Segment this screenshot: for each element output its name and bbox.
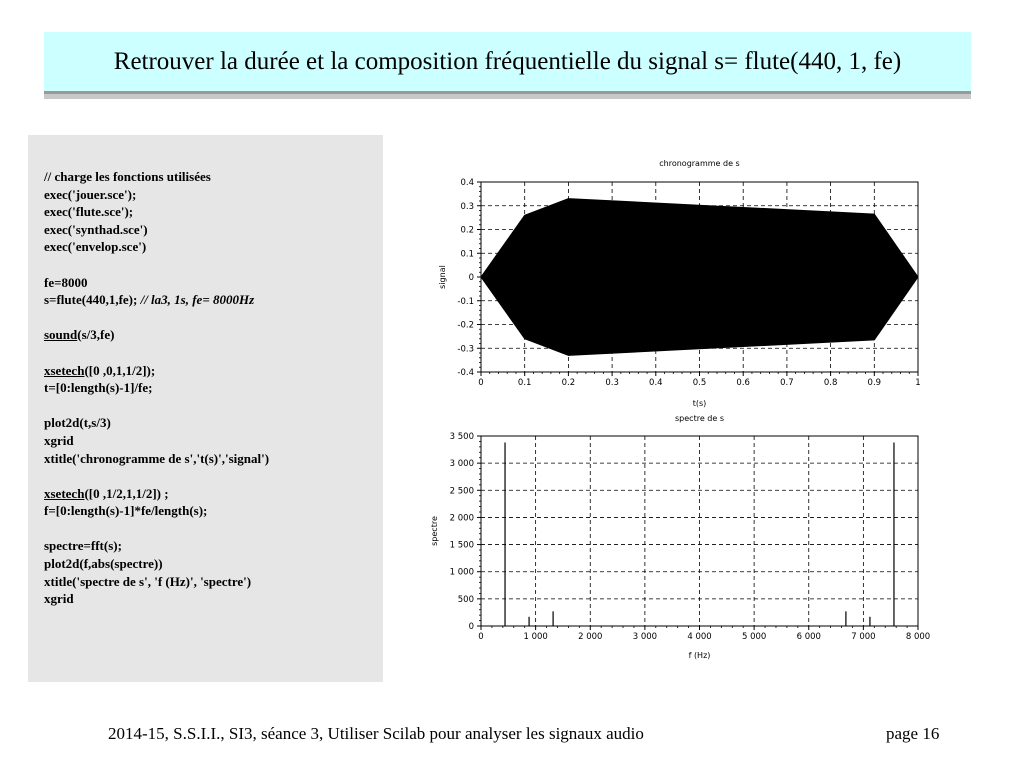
x-tick-label: 0.4: [649, 378, 663, 388]
code-token: plot2d(f,abs(spectre)): [44, 556, 163, 572]
code-token: xgrid: [44, 432, 74, 448]
code-line: [44, 221, 374, 239]
code-line: [44, 238, 374, 256]
footer-course-info: 2014-15, S.S.I.I., SI3, séance 3, Utiliser Scilab pour analyser les signaux audio: [108, 724, 644, 743]
code-token: exec('jouer.sce');: [44, 186, 137, 202]
chart-title: chronogramme de s: [659, 159, 740, 168]
y-tick-label: 1 000: [449, 567, 474, 578]
code-token: plot2d(t,s/3): [44, 415, 111, 431]
code-line: [44, 362, 374, 380]
code-token: exec('envelop.sce'): [44, 239, 147, 255]
code-line: [44, 274, 374, 292]
x-tick-label: 0.6: [736, 378, 750, 388]
x-tick-label: 0.1: [517, 378, 532, 388]
code-line: [44, 432, 374, 450]
code-line: [44, 326, 374, 344]
code-token: // la3, 1s, fe= 8000Hz: [140, 292, 255, 308]
y-tick-label: -0.3: [457, 344, 474, 355]
slide-title: Retrouver la durée et la composition fréquentielle du signal s= flute(440, 1, fe): [113, 48, 902, 75]
code-token: xgrid: [44, 591, 74, 607]
footer: [0, 724, 1024, 748]
x-tick-label: 8 000: [905, 632, 931, 642]
x-tick-label: 2 000: [578, 632, 603, 642]
code-token: xsetech: [44, 362, 85, 378]
chart-title: spectre de s: [675, 414, 724, 423]
code-line: [44, 186, 374, 204]
signal-waveform: [481, 199, 918, 356]
code-line: [44, 344, 374, 362]
y-tick-label: 500: [457, 594, 474, 605]
x-axis-label: t(s): [692, 399, 707, 408]
code-token: exec('flute.sce');: [44, 204, 134, 220]
x-tick-label: 5 000: [741, 632, 767, 642]
x-tick-label: 0.2: [561, 378, 576, 388]
code-token: exec('synthad.sce'): [44, 221, 148, 237]
x-tick-label: 0.3: [605, 378, 619, 388]
x-tick-label: 0: [478, 632, 484, 642]
x-tick-label: 6 000: [796, 632, 821, 642]
code-listing: [44, 168, 374, 608]
y-tick-label: 3 000: [449, 459, 474, 470]
code-token: // charge les fonctions utilisées: [44, 169, 211, 184]
y-tick-label: 3 500: [449, 432, 474, 442]
code-line: [44, 537, 374, 555]
code-token: t=[0:length(s)-1]/fe;: [44, 380, 153, 396]
x-tick-label: 0.9: [867, 378, 882, 388]
code-token: xsetech: [44, 485, 85, 501]
y-axis-label: signal: [438, 265, 447, 289]
x-tick-label: 1: [915, 378, 921, 388]
x-tick-label: 0.5: [692, 378, 707, 388]
y-tick-label: -0.4: [457, 368, 474, 378]
code-line: [44, 291, 374, 309]
y-tick-label: -0.2: [457, 320, 474, 331]
code-line: [44, 414, 374, 432]
code-token: ([0 ,1/2,1,1/2]) ;: [84, 485, 169, 501]
code-line: [44, 573, 374, 591]
chronogramme-chart: [425, 155, 945, 417]
code-token: ([0 ,0,1,1/2]);: [84, 362, 156, 378]
x-tick-label: 0.8: [823, 378, 838, 388]
code-token: xtitle('spectre de s', 'f (Hz)', 'spectre'): [44, 573, 252, 589]
code-line: [44, 397, 374, 415]
x-tick-label: 4 000: [687, 632, 712, 642]
x-tick-label: 0.7: [780, 378, 794, 388]
code-line: [44, 379, 374, 397]
spectre-chart: [425, 410, 945, 660]
y-tick-label: 1 500: [449, 540, 474, 551]
x-tick-label: 3 000: [632, 632, 658, 642]
code-token: xtitle('chronogramme de s','t(s)','signal'): [44, 450, 270, 466]
code-line: [44, 168, 374, 186]
code-line: [44, 467, 374, 485]
code-line: [44, 309, 374, 327]
y-tick-label: 0: [468, 273, 474, 283]
x-tick-label: 0: [478, 378, 484, 388]
x-tick-label: 1 000: [523, 632, 548, 642]
code-line: [44, 203, 374, 221]
y-tick-label: 0.2: [460, 225, 474, 236]
code-line: [44, 590, 374, 608]
code-token: sound: [44, 327, 78, 343]
x-tick-label: 7 000: [851, 632, 876, 642]
code-line: [44, 256, 374, 274]
code-token: f=[0:length(s)-1]*fe/length(s);: [44, 503, 208, 519]
code-line: [44, 450, 374, 468]
code-line: [44, 485, 374, 503]
x-axis-label: f (Hz): [688, 651, 711, 660]
y-tick-label: 0.1: [460, 249, 474, 260]
code-line: [44, 520, 374, 538]
code-token: s=flute(440,1,fe);: [44, 292, 141, 308]
y-tick-label: 0.3: [460, 201, 474, 212]
y-tick-label: 0: [468, 622, 474, 632]
y-tick-label: 2 500: [449, 486, 474, 497]
code-line: [44, 502, 374, 520]
y-tick-label: 0.4: [460, 178, 474, 188]
y-tick-label: 2 000: [449, 513, 474, 524]
y-tick-label: -0.1: [457, 296, 474, 307]
title-bar: [44, 32, 971, 94]
code-line: [44, 555, 374, 573]
code-token: spectre=fft(s);: [44, 538, 122, 554]
y-axis-label: spectre: [430, 516, 439, 546]
footer-page-number: page 16: [886, 724, 940, 743]
code-token: fe=8000: [44, 274, 88, 290]
code-token: (s/3,fe): [77, 327, 115, 343]
code-panel: [28, 135, 383, 682]
